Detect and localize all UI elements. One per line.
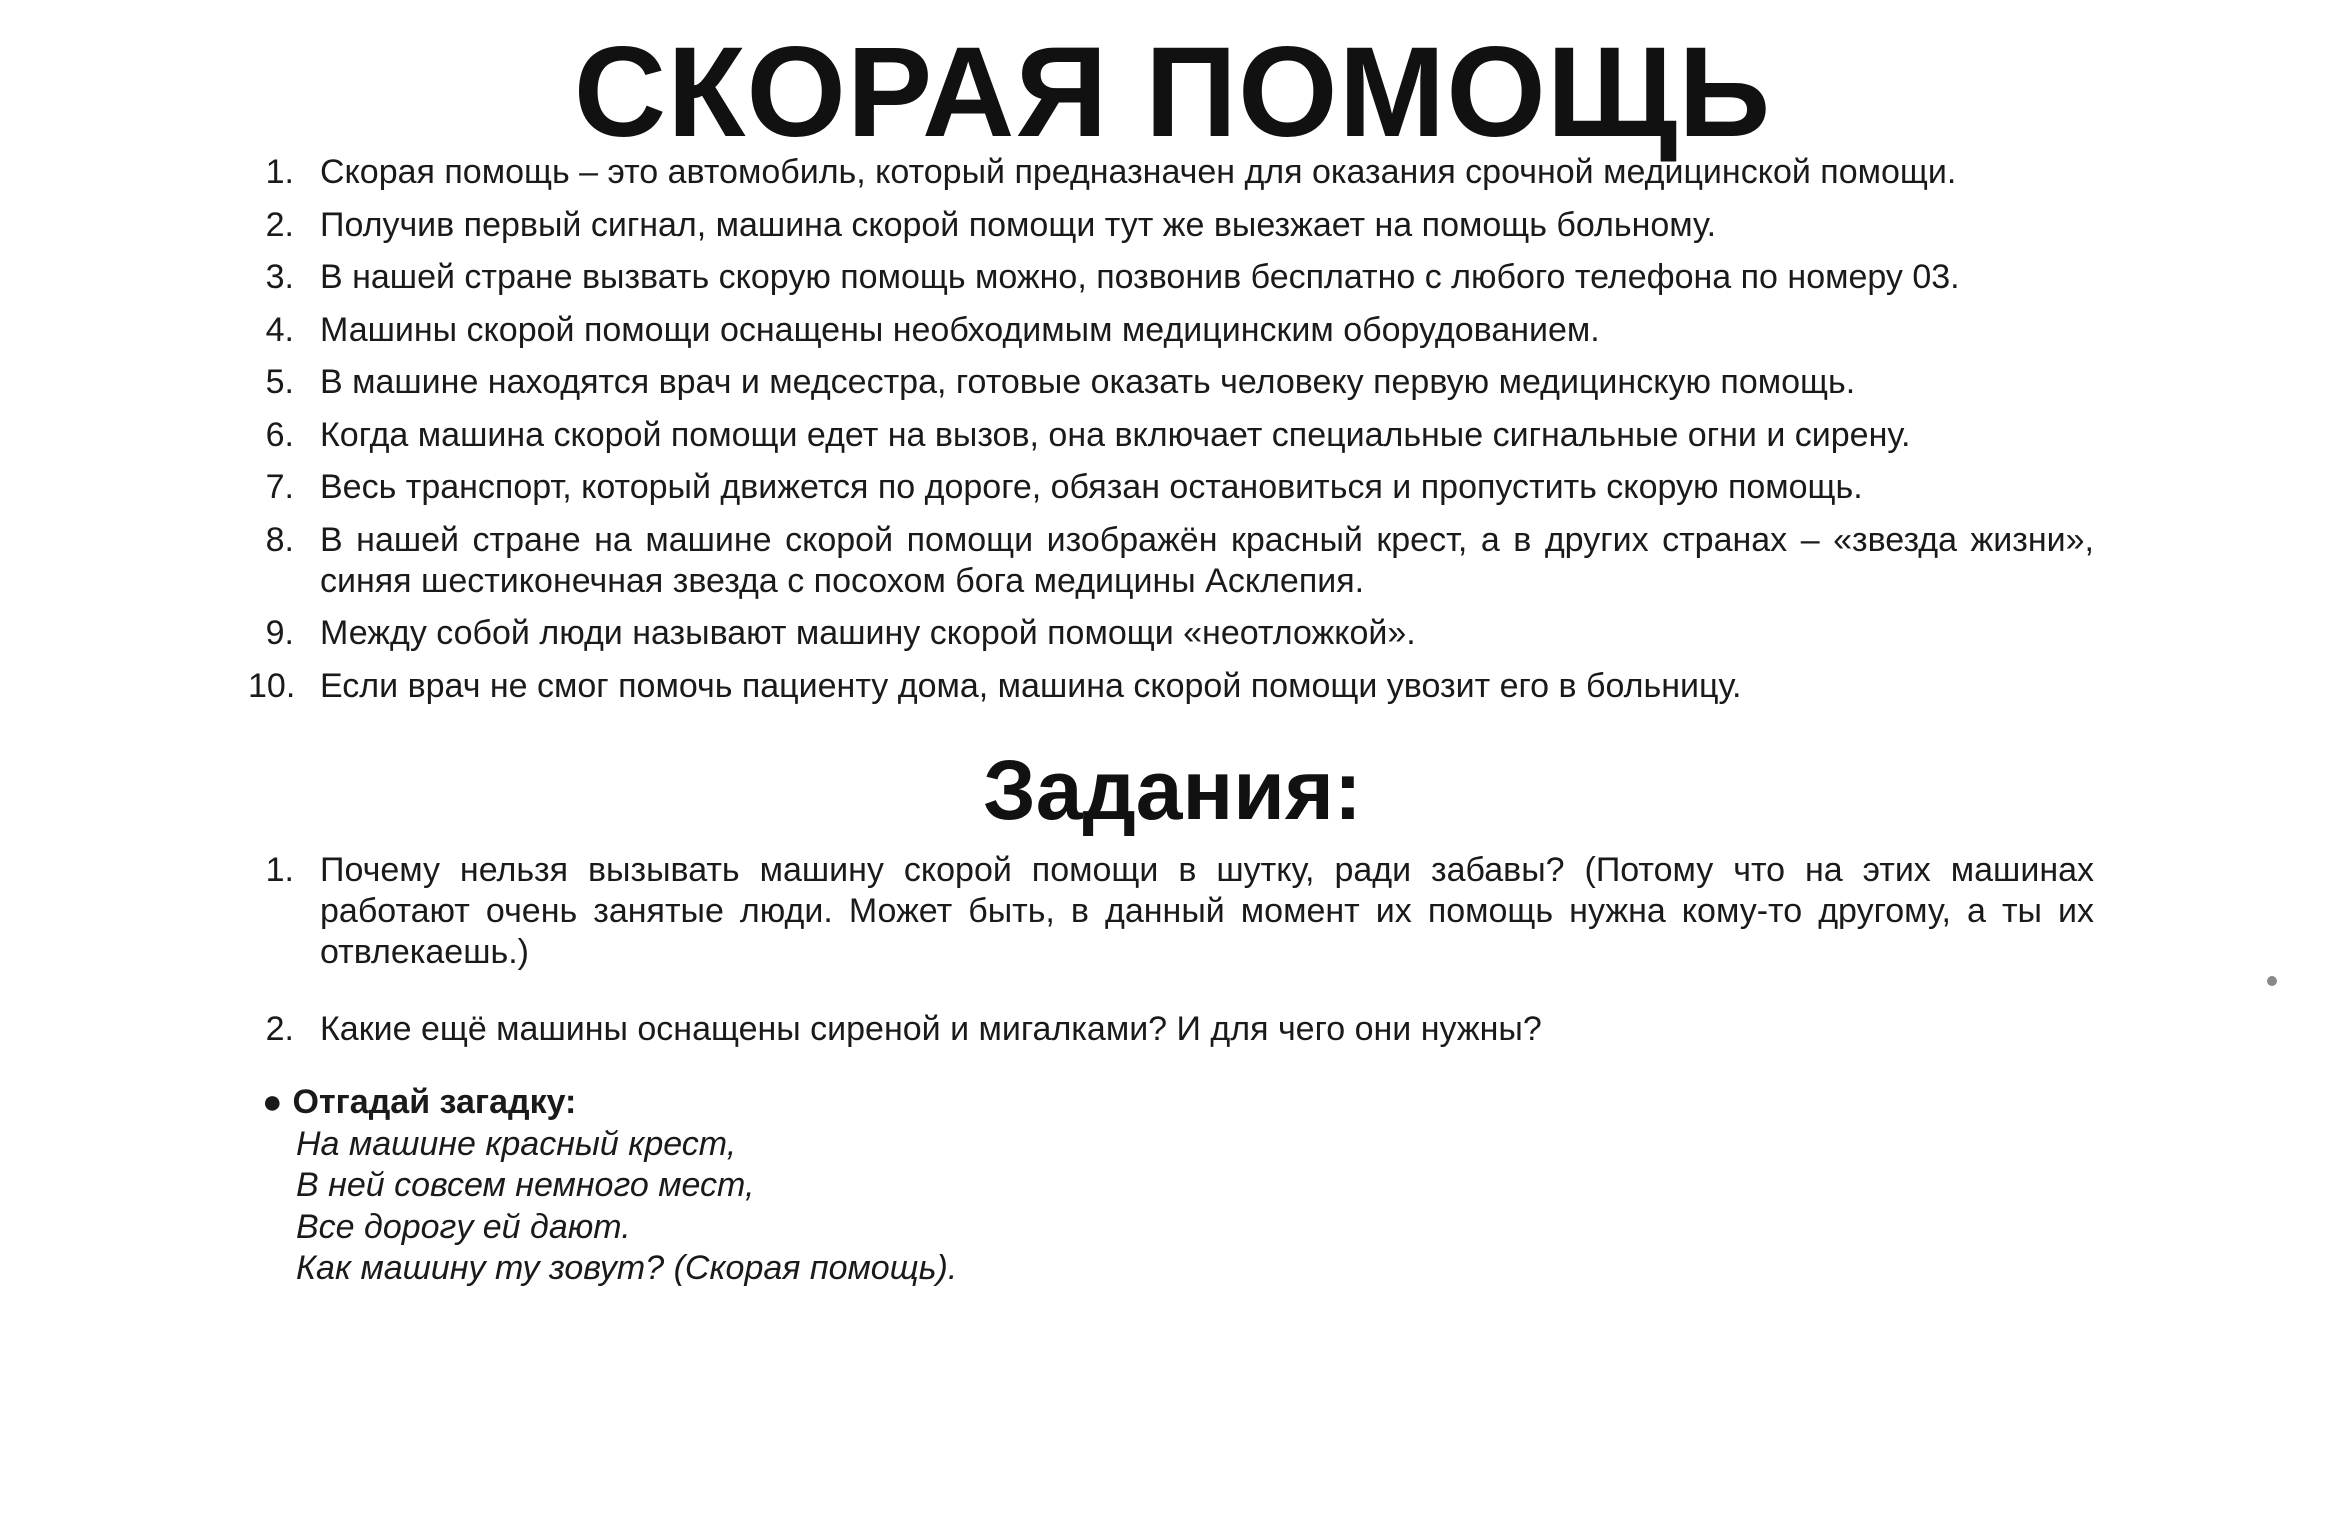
fact-number: 7.	[265, 468, 294, 506]
fact-text: В нашей стране вызвать скорую помощь можно, позвонив бесплатно с любого телефона по номеру 03.	[320, 258, 1960, 296]
tasks-list	[258, 850, 2094, 1086]
task-item	[258, 850, 2094, 973]
fact-number: 8.	[265, 520, 294, 559]
task-item	[258, 1009, 2094, 1050]
task-number: 1.	[265, 851, 294, 889]
fact-item	[258, 152, 2094, 193]
riddle-line: Как машину ту зовут? (Скорая помощь).	[296, 1249, 958, 1287]
fact-number: 5.	[265, 363, 294, 401]
fact-item	[258, 520, 2094, 602]
facts-list	[248, 152, 2094, 718]
fact-text: Получив первый сигнал, машина скорой помощи тут же выезжает на помощь больному.	[320, 205, 1717, 244]
fact-number: 2.	[265, 205, 294, 244]
fact-number: 4.	[265, 310, 294, 349]
fact-item	[258, 613, 2094, 654]
riddle-line: На машине красный крест,	[296, 1124, 737, 1163]
fact-text: В нашей стране на машине скорой помощи изображён красный крест, а в других странах – «звезда жизни», синяя шестиконечная звезда с посохом бога медицины Асклепия.	[320, 520, 2094, 600]
bullet-icon: ●	[262, 1083, 283, 1121]
riddle-line: Все дорогу ей дают.	[296, 1207, 631, 1246]
riddle-block	[262, 1082, 957, 1290]
fact-text: Машины скорой помощи оснащены необходимым медицинским оборудованием.	[320, 310, 1600, 349]
task-number: 2.	[265, 1010, 294, 1048]
riddle-heading-row	[262, 1082, 957, 1124]
fact-text: Скорая помощь – это автомобиль, который предназначен для оказания срочной медицинской помощи.	[320, 153, 1957, 191]
fact-item	[258, 205, 2094, 246]
fact-text: Если врач не смог помочь пациенту дома, машина скорой помощи увозит его в больницу.	[320, 666, 1742, 705]
scan-speck	[2267, 976, 2277, 986]
fact-item	[258, 310, 2094, 351]
fact-number: 1.	[265, 153, 294, 191]
page-title: СКОРАЯ ПОМОЩЬ	[573, 21, 1772, 164]
riddle-heading: Отгадай загадку:	[292, 1083, 577, 1121]
fact-text: Между собой люди называют машину скорой помощи «неотложкой».	[320, 614, 1416, 652]
riddle-line: В ней совсем немного мест,	[296, 1166, 755, 1204]
fact-text: Весь транспорт, который движется по дороге, обязан остановиться и пропустить скорую помощь.	[320, 468, 1863, 506]
tasks-heading: Задания:	[983, 743, 1362, 837]
fact-number: 10.	[248, 666, 296, 705]
fact-item	[258, 467, 2094, 508]
fact-text: В машине находятся врач и медсестра, готовые оказать человеку первую медицинскую помощь.	[320, 363, 1856, 401]
fact-number: 9.	[265, 614, 294, 652]
fact-item	[258, 362, 2094, 403]
fact-text: Когда машина скорой помощи едет на вызов, она включает специальные сигнальные огни и сирену.	[320, 415, 1911, 454]
fact-item	[258, 415, 2094, 456]
task-text: Какие ещё машины оснащены сиреной и мигалками? И для чего они нужны?	[320, 1010, 1542, 1048]
fact-number: 6.	[265, 415, 294, 454]
task-text: Почему нельзя вызывать машину скорой помощи в шутку, ради забавы? (Потому что на этих машинах работают очень занятые люди. Может быть, в данный момент их помощь нужна кому-то другому, а ты их отвлекаешь.)	[320, 851, 2094, 971]
fact-number: 3.	[265, 258, 294, 296]
fact-item	[258, 257, 2094, 298]
fact-item	[248, 666, 2094, 707]
riddle-verse	[262, 1124, 957, 1290]
